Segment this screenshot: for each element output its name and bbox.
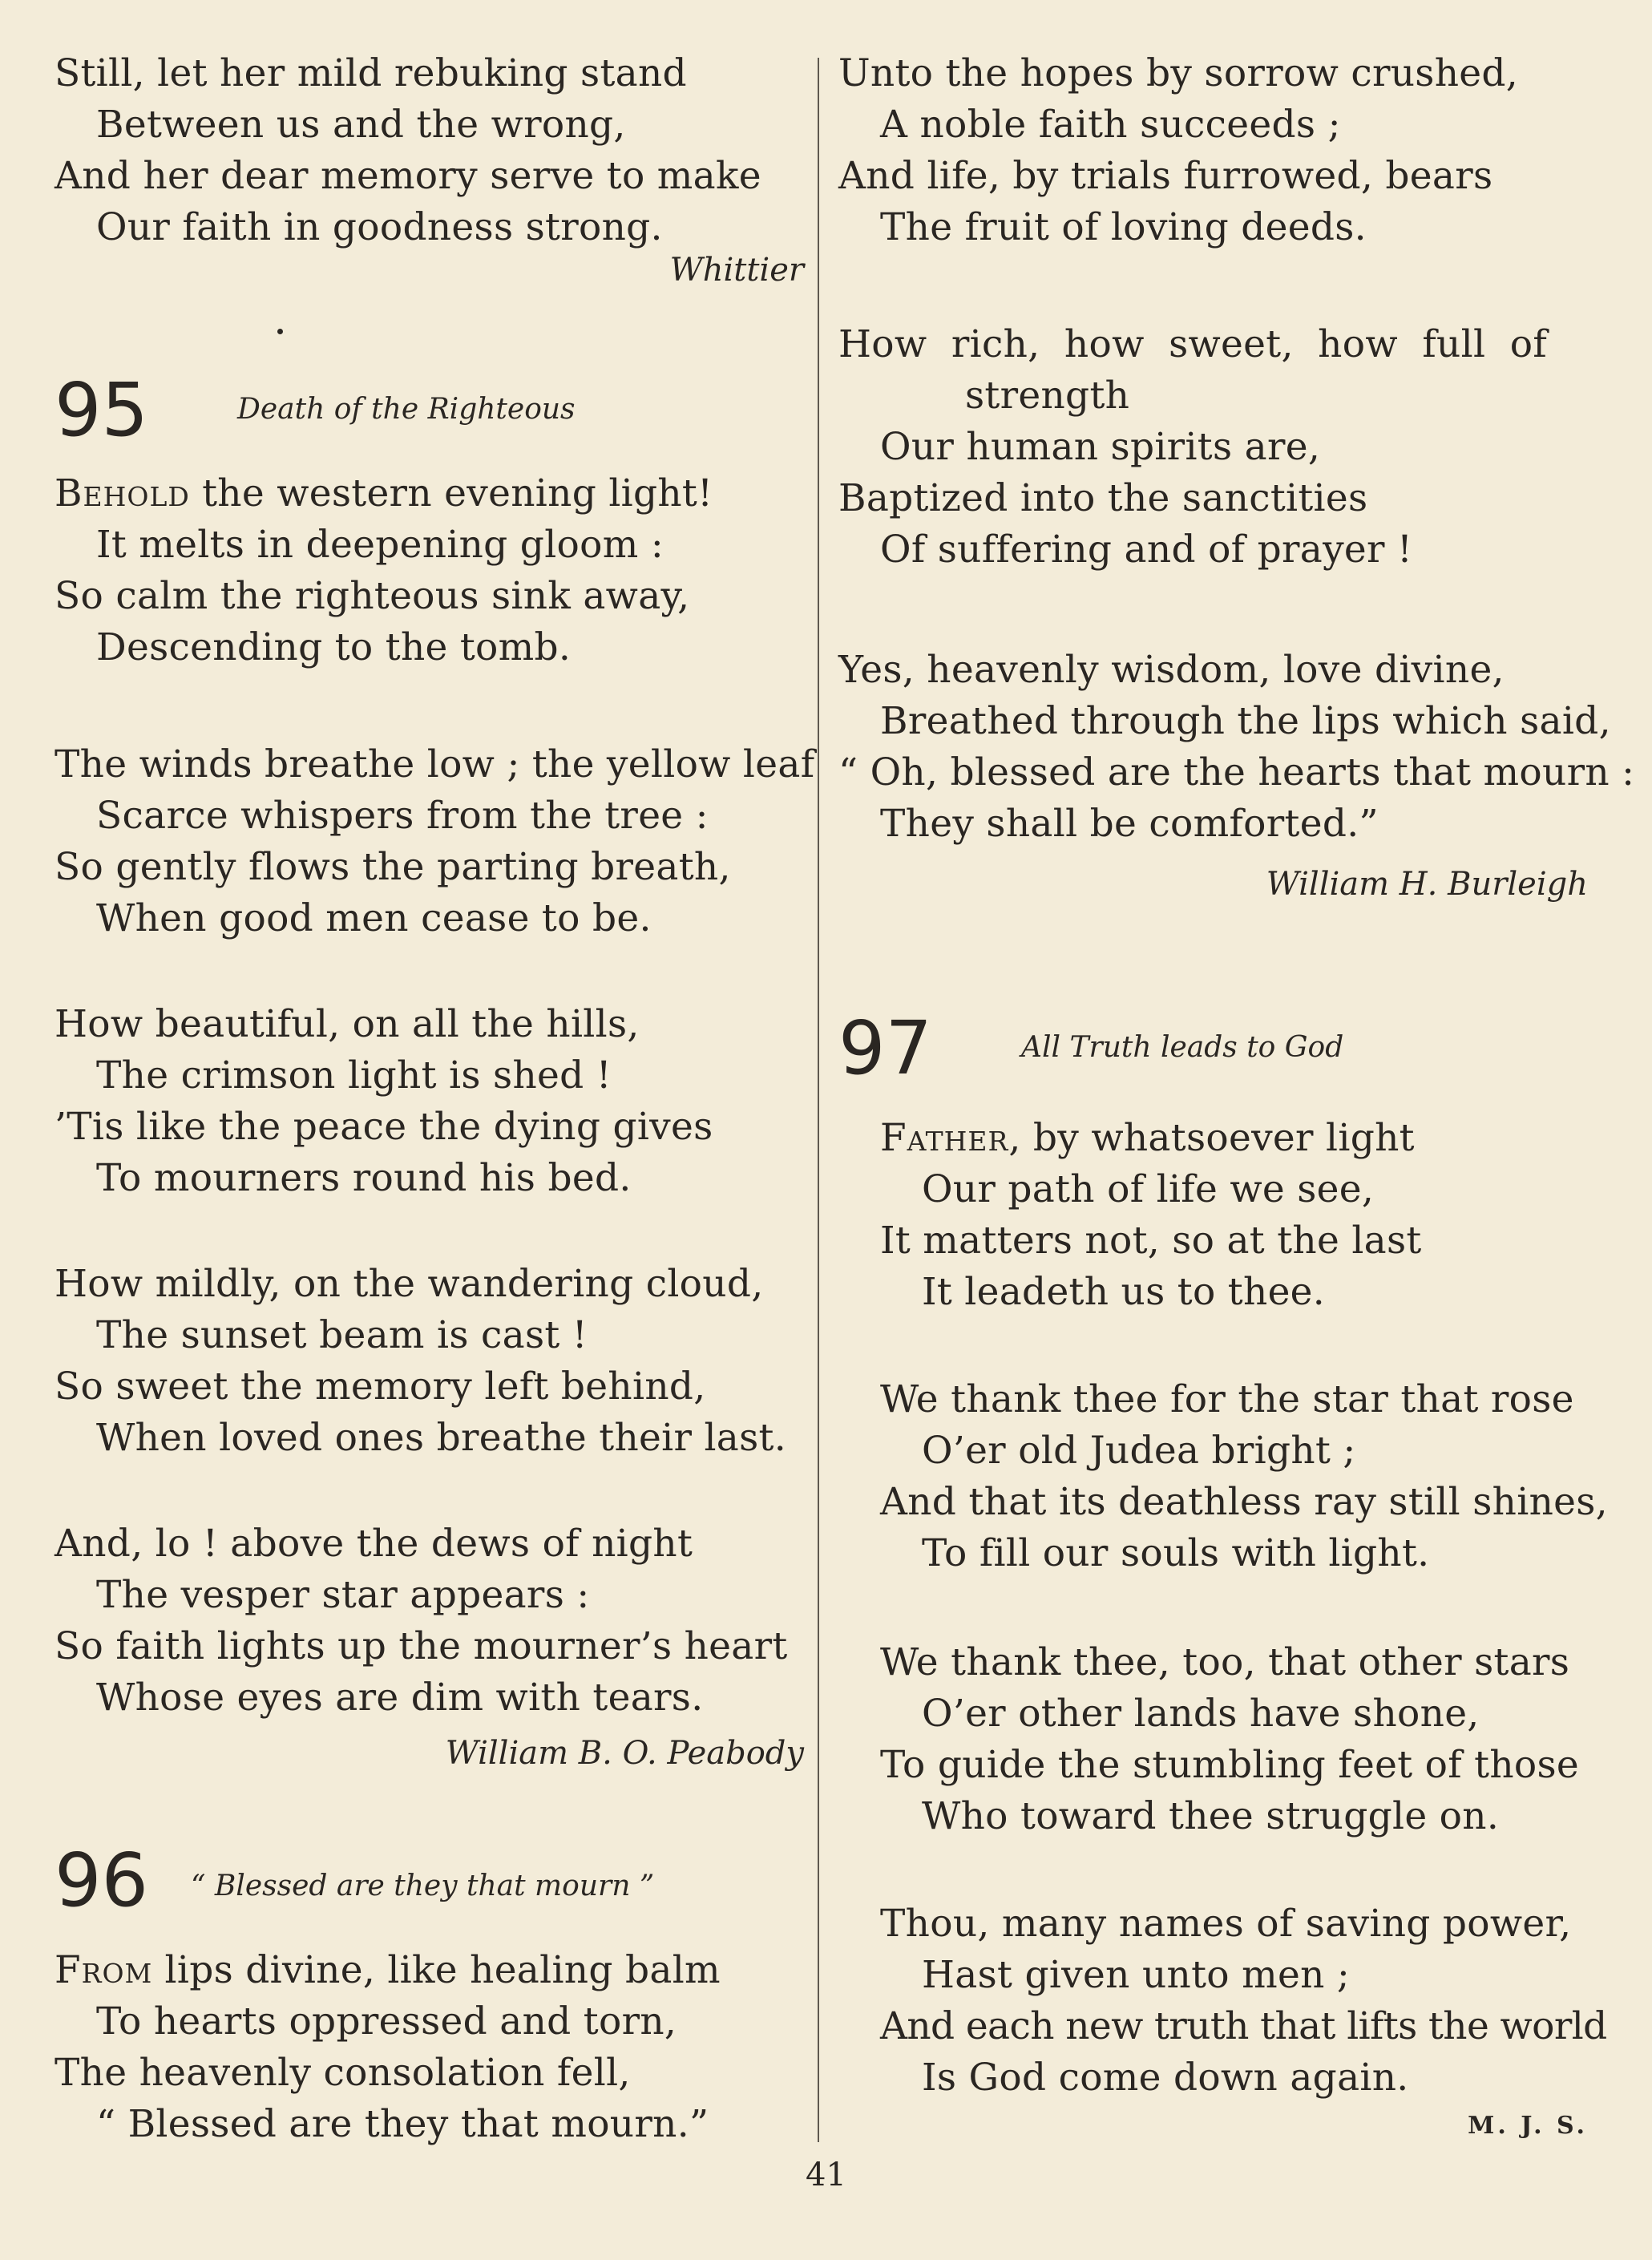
verse-line: It leadeth us to thee. — [922, 1270, 1326, 1314]
verse-line: And her dear memory serve to make — [55, 154, 761, 198]
verse-line: We thank thee, too, that other stars — [880, 1640, 1570, 1684]
verse-line: So calm the righteous sink away, — [55, 574, 690, 618]
verse-line: To mourners round his bed. — [96, 1156, 632, 1200]
verse-line: Our human spirits are, — [880, 425, 1321, 469]
verse-line: When good men cease to be. — [96, 896, 652, 940]
initial-word: Father — [880, 1116, 1009, 1160]
verse-line: Between us and the wrong, — [96, 103, 626, 147]
verse-line: O’er old Judea bright ; — [922, 1429, 1356, 1473]
verse-line: The sunset beam is cast ! — [96, 1313, 588, 1357]
verse-line: The crimson light is shed ! — [96, 1053, 612, 1098]
verse-line: Yes, heavenly wisdom, love divine, — [838, 648, 1505, 692]
verse-line-rest: the western evening light! — [189, 471, 713, 515]
verse-line: And each new truth that lifts the world — [880, 2004, 1607, 2048]
verse-line: How mildly, on the wandering cloud, — [55, 1262, 764, 1306]
verse-line: Unto the hopes by sorrow crushed, — [838, 51, 1519, 95]
column-divider — [818, 58, 819, 2142]
verse-line: Thou, many names of saving power, — [880, 1902, 1572, 1946]
verse-line: And that its deathless ray still shines, — [880, 1480, 1608, 1524]
verse-line: strength — [965, 374, 1130, 418]
initial-word: Behold — [55, 471, 190, 515]
verse-line: So gently flows the parting breath, — [55, 845, 731, 889]
verse-line: Descending to the tomb. — [96, 625, 572, 669]
verse-line: To hearts oppressed and torn, — [96, 1999, 677, 2044]
verse-line: Whose eyes are dim with tears. — [96, 1676, 704, 1720]
verse-line: A noble faith succeeds ; — [880, 103, 1341, 147]
verse-line: So sweet the memory left behind, — [55, 1364, 706, 1409]
verse-line: And life, by trials furrowed, bears — [838, 154, 1493, 198]
verse-line-rest: lips divine, like healing balm — [152, 1948, 721, 1992]
verse-line: Scarce whispers from the tree : — [96, 794, 709, 838]
verse-line: So faith lights up the mourner’s heart — [55, 1624, 788, 1668]
verse-line-rest: , by whatsoever light — [1008, 1116, 1415, 1160]
verse-line: It matters not, so at the last — [880, 1219, 1422, 1263]
verse-line: Baptized into the sanctities — [838, 476, 1368, 520]
verse-line: How beautiful, on all the hills, — [55, 1002, 640, 1046]
initial-word: From — [55, 1948, 153, 1992]
author-attribution: William B. O. Peabody — [445, 1735, 804, 1772]
hymn-number: 95 — [55, 367, 149, 453]
verse-line: Still, let her mild rebuking stand — [55, 51, 687, 95]
ornament-dot — [277, 329, 283, 334]
author-attribution: William H. Burleigh — [1266, 866, 1588, 903]
author-attribution: M. J. S. — [1468, 2112, 1588, 2140]
hymn-title: “ Blessed are they that mourn ” — [191, 1870, 655, 1902]
verse-line: Of suffering and of prayer ! — [880, 528, 1413, 572]
verse-line: It melts in deepening gloom : — [96, 523, 664, 567]
verse-line — [55, 1947, 721, 1995]
verse-line: Is God come down again. — [922, 2056, 1409, 2100]
page-number: 41 — [806, 2157, 846, 2193]
verse-line: Our faith in goodness strong. — [96, 205, 663, 249]
verse-line: And, lo ! above the dews of night — [55, 1522, 693, 1566]
verse-line: The vesper star appears : — [96, 1573, 590, 1617]
verse-line: Breathed through the lips which said, — [880, 699, 1611, 743]
verse-line: To guide the stumbling feet of those — [880, 1743, 1580, 1787]
verse-line: The winds breathe low ; the yellow leaf — [55, 742, 815, 786]
verse-line: Hast given unto men ; — [922, 1953, 1351, 1997]
hymn-number: 96 — [55, 1838, 149, 1923]
hymn-title: All Truth leads to God — [1021, 1031, 1344, 1064]
hymn-title: Death of the Righteous — [237, 393, 576, 426]
verse-line: “ Blessed are they that mourn.” — [96, 2102, 709, 2146]
verse-line — [55, 470, 713, 518]
verse-line: The heavenly consolation fell, — [55, 2051, 631, 2095]
verse-line: Our path of life we see, — [922, 1167, 1375, 1211]
verse-line: How rich, how sweet, how full of — [838, 322, 1548, 366]
verse-line: We thank thee for the star that rose — [880, 1377, 1574, 1421]
verse-line: To fill our souls with light. — [922, 1531, 1430, 1575]
verse-line: ’Tis like the peace the dying gives — [55, 1105, 713, 1149]
verse-line: O’er other lands have shone, — [922, 1692, 1480, 1736]
verse-line: They shall be comforted.” — [880, 802, 1379, 846]
verse-line: “ Oh, blessed are the hearts that mourn : — [838, 750, 1635, 794]
author-attribution: Whittier — [669, 252, 804, 289]
verse-line — [880, 1114, 1415, 1162]
verse-line: The fruit of loving deeds. — [880, 205, 1367, 249]
verse-line: Who toward thee struggle on. — [922, 1794, 1500, 1838]
hymn-number: 97 — [838, 1005, 933, 1091]
verse-line: When loved ones breathe their last. — [96, 1416, 786, 1460]
